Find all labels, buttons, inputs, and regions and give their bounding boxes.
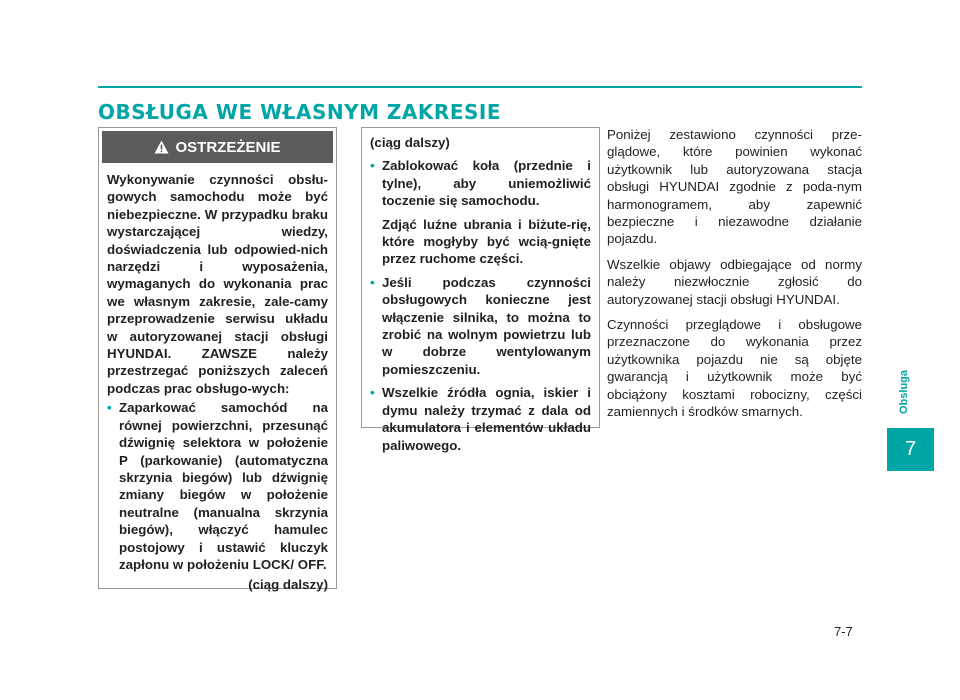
chapter-tab: 7 — [887, 428, 934, 471]
continuation-bullet-1-text: Zablokować koła (przednie i tylne), aby uniemożliwić toczenie się samochodu. — [382, 158, 591, 209]
right-paragraph-2: Wszelkie objawy odbiegające od normy należy niezwłocznie zgłosić do autoryzowanej stacji obsługi HYUNDAI. — [607, 256, 862, 307]
right-column — [607, 126, 862, 429]
continued-note: (ciąg dalszy) — [248, 577, 328, 593]
warning-body — [99, 163, 336, 594]
warning-bullet-text: Zaparkować samochód na równej powierzchni, przesunąć dźwignię selektora w położenie P (parkowanie) (automatyczna skrzynia biegów) lub dźwignię zmiany biegów w położenie neutralne (manualna skrzynia biegów), włączyć hamulec postojowy i ustawić kluczyk zapłonu w położeniu LOCK/ OFF. — [119, 400, 328, 572]
continuation-bullet-2-text: Jeśli podczas czynności obsługowych konieczne jest włączenie silnika, to można to zrobić na wolnym powietrzu lub w dobrze wentylowanym pomieszczeniu. — [382, 274, 591, 377]
section-title: OBSŁUGA WE WŁASNYM ZAKRESIE — [98, 100, 501, 124]
continuation-bullet-3 — [370, 384, 591, 454]
top-rule — [98, 86, 862, 88]
bullet-dot-icon: • — [370, 274, 375, 290]
continuation-bullet-3-text: Wszelkie źródła ognia, iskier i dymu należy trzymać z dala od akumulatora i elementów układu paliwowego. — [382, 385, 591, 453]
bullet-dot-icon: • — [107, 400, 112, 416]
continuation-body — [362, 128, 599, 454]
right-paragraph-1: Poniżej zestawiono czynności prze-glądowe, które powinien wykonać użytkownik lub autoryzowana stacja obsługi HYUNDAI zgodnie z poda-nym harmonogramem, aby zapewnić bezpieczne i niezawodne działanie pojazdu. — [607, 127, 862, 247]
continuation-bullet-2 — [370, 274, 591, 378]
side-chapter-label-text: Obsługa — [898, 369, 911, 415]
continuation-bullet-1 — [370, 157, 591, 209]
continuation-box — [361, 127, 600, 453]
warning-triangle-icon — [154, 140, 169, 154]
continuation-bullet-1-extra: Zdjąć luźne ubrania i biżute-rię, które mogłyby być wcią-gnięte przez ruchome części. — [382, 216, 591, 267]
right-paragraph-3: Czynności przeglądowe i obsługowe przeznaczone do wykonania przez użytkownika pojazdu nie są objęte gwarancją i użytkownik może być obciążony kosztami robocizny, części zamiennych i środków smarnych. — [607, 317, 862, 420]
warning-header-label: OSTRZEŻENIE — [175, 138, 281, 156]
warning-intro: Wykonywanie czynności obsłu-gowych samochodu może być niebezpieczne. W przypadku braku wystarczającej wiedzy, doświadczenia lub odpowied-nich narzędzi i wyposażenia, wymaganych do wykonania prac we własnym zakresie, zale-camy przeprowadzenie serwisu układu w autoryzowanej stacji obsługi HYUNDAI. ZAWSZE należy przestrzegać poniższych zaleceń podczas prac obsługo-wych: — [107, 172, 328, 396]
bullet-dot-icon: • — [370, 385, 375, 401]
warning-box — [98, 127, 337, 593]
continuation-header: (ciąg dalszy) — [370, 135, 450, 150]
side-chapter-label — [884, 369, 924, 415]
warning-bullet — [107, 399, 328, 573]
page-number: 7-7 — [834, 624, 853, 639]
warning-header — [102, 131, 333, 163]
bullet-dot-icon: • — [370, 158, 375, 174]
